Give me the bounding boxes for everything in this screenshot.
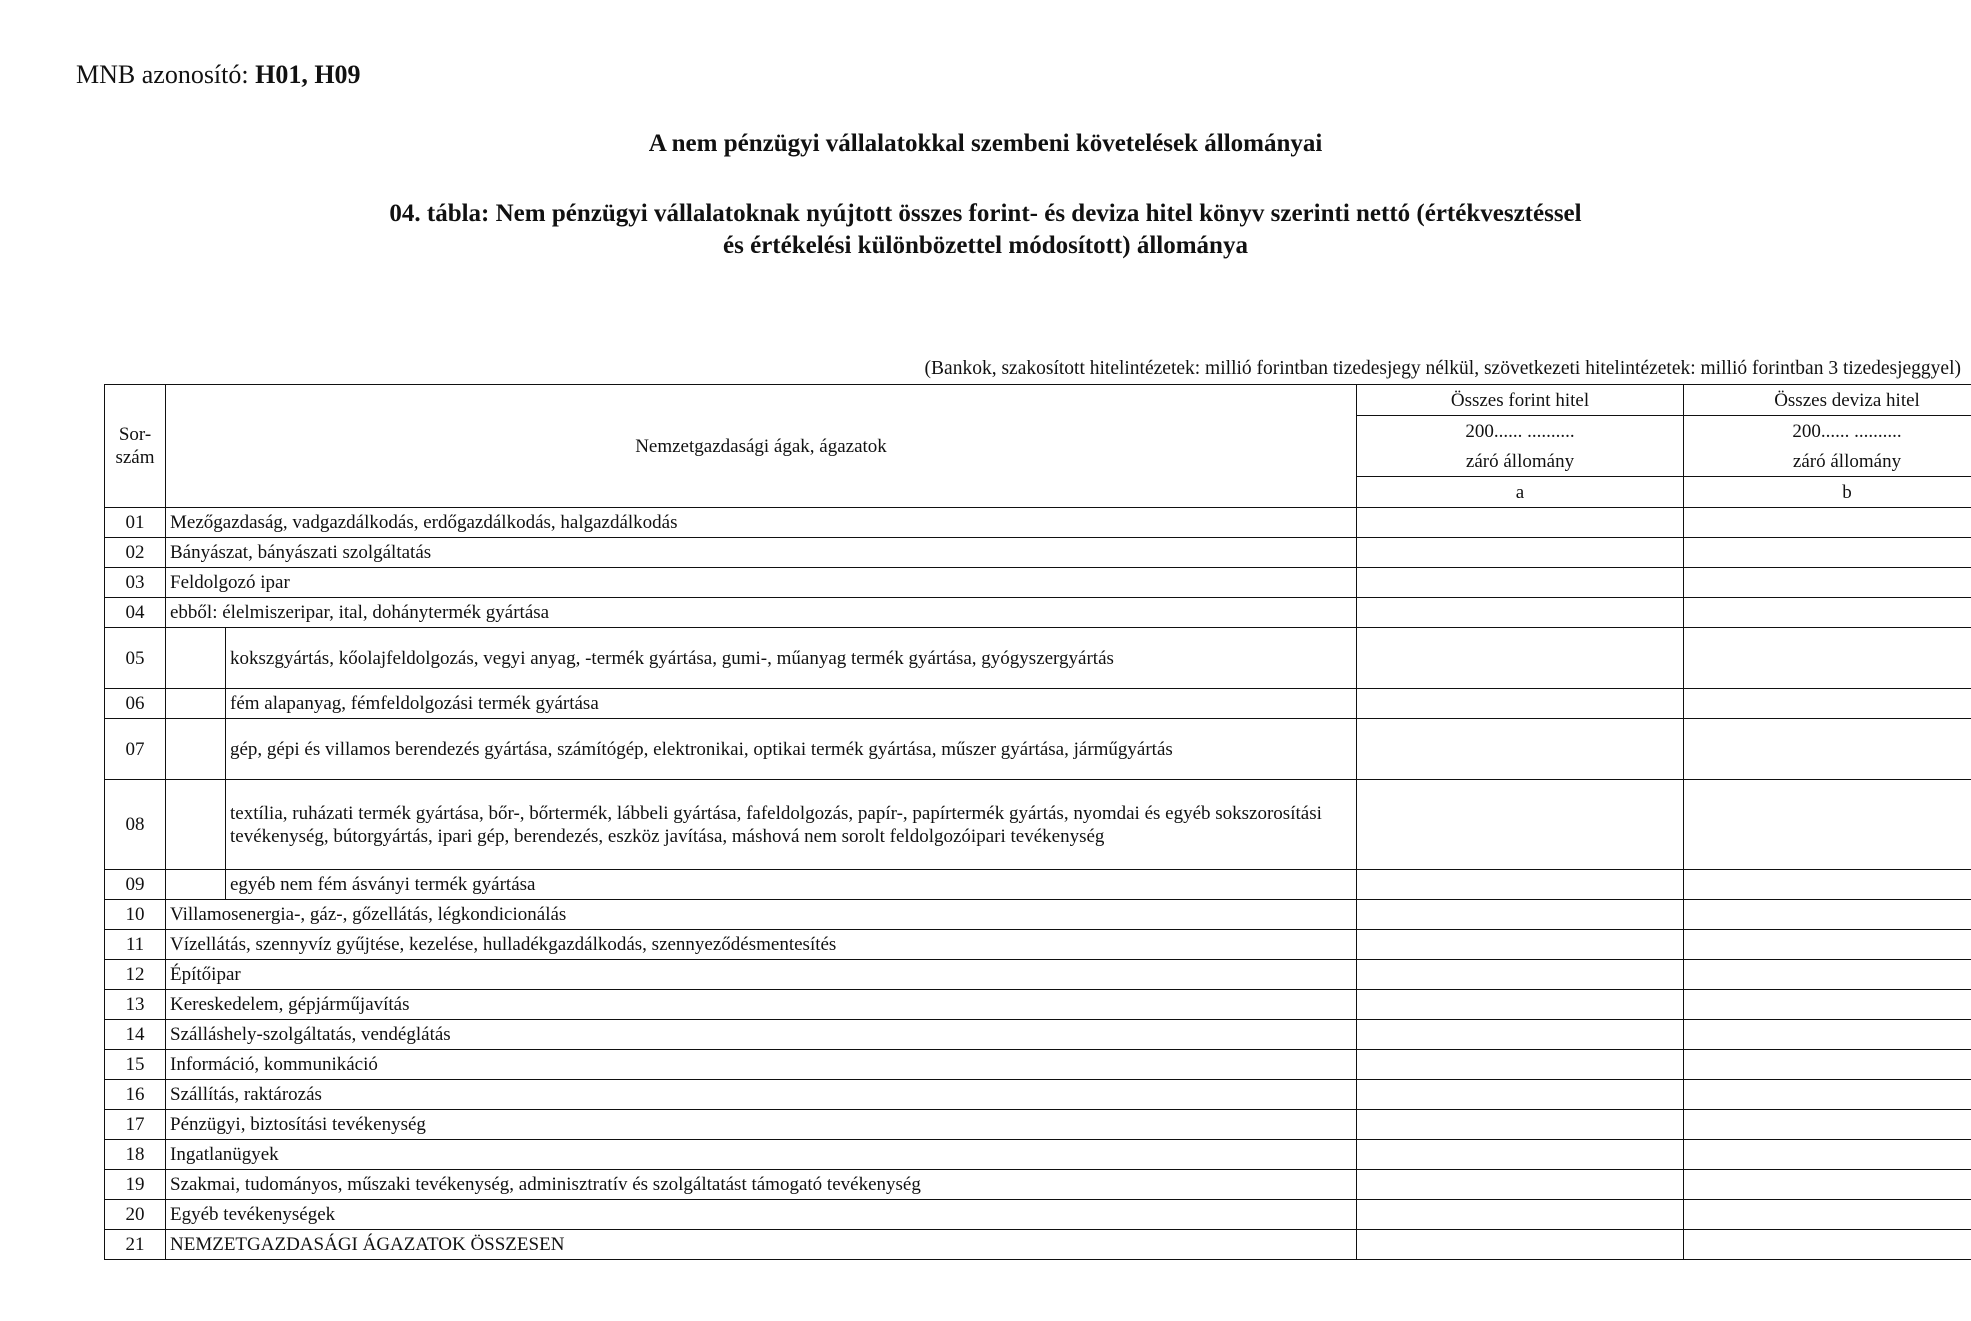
table-row: [105, 538, 1971, 568]
cell-deviza[interactable]: [1684, 628, 1971, 689]
row-number: 16: [105, 1080, 166, 1110]
row-number: 07: [105, 719, 166, 780]
table-row: [105, 598, 1971, 628]
row-number: 02: [105, 538, 166, 568]
cell-forint[interactable]: [1357, 1110, 1684, 1140]
cell-deviza[interactable]: [1684, 1080, 1971, 1110]
row-label: NEMZETGAZDASÁGI ÁGAZATOK ÖSSZESEN: [166, 1230, 1357, 1260]
cell-forint[interactable]: [1357, 628, 1684, 689]
row-number: 10: [105, 900, 166, 930]
cell-forint[interactable]: [1357, 508, 1684, 538]
row-indent-cell: [166, 870, 226, 900]
cell-deviza[interactable]: [1684, 598, 1971, 628]
row-number: 15: [105, 1050, 166, 1080]
header-col-a-letter: a: [1357, 477, 1684, 508]
row-label: textília, ruházati termék gyártása, bőr-, bőrtermék, lábbeli gyártása, fafeldolgozás, papír-, papírtermék gyártás, nyomdai és egyéb sokszorosítási tevékenység, bútorgyártás, ipari gép, berendezés, eszköz javítása, máshová nem sorolt feldolgozóipari tevékenység: [226, 780, 1357, 870]
cell-forint[interactable]: [1357, 719, 1684, 780]
table-row: [105, 1080, 1971, 1110]
cell-deviza[interactable]: [1684, 870, 1971, 900]
cell-forint[interactable]: [1357, 1170, 1684, 1200]
header-col-a-state: záró állomány: [1357, 446, 1684, 477]
cell-deviza[interactable]: [1684, 780, 1971, 870]
row-label: Pénzügyi, biztosítási tevékenység: [166, 1110, 1357, 1140]
row-label: egyéb nem fém ásványi termék gyártása: [226, 870, 1357, 900]
cell-forint[interactable]: [1357, 568, 1684, 598]
cell-deviza[interactable]: [1684, 1170, 1971, 1200]
row-number: 08: [105, 780, 166, 870]
header-col-a-date: 200...... ..........: [1357, 416, 1684, 447]
row-number: 14: [105, 1020, 166, 1050]
cell-forint[interactable]: [1357, 990, 1684, 1020]
document-title: A nem pénzügyi vállalatokkal szembeni követelések állományai: [648, 130, 1323, 157]
row-number: 03: [105, 568, 166, 598]
mnb-codes: H01, H09: [255, 60, 361, 89]
row-number: 05: [105, 628, 166, 689]
cell-forint[interactable]: [1357, 1080, 1684, 1110]
table-row: [105, 870, 1971, 900]
cell-forint[interactable]: [1357, 598, 1684, 628]
table-row: [105, 1050, 1971, 1080]
row-number: 09: [105, 870, 166, 900]
table-row-total: [105, 1230, 1971, 1260]
cell-forint[interactable]: [1357, 960, 1684, 990]
units-note: (Bankok, szakosított hitelintézetek: millió forintban tizedesjegy nélkül, szövetkezeti hitelintézetek: millió forintban 3 tizedesjeggyel): [924, 358, 1961, 379]
table-row: [105, 508, 1971, 538]
row-number: 20: [105, 1200, 166, 1230]
row-label: Feldolgozó ipar: [166, 568, 1357, 598]
header-col-b-title: Összes deviza hitel: [1684, 385, 1971, 416]
row-label: Szálláshely-szolgáltatás, vendéglátás: [166, 1020, 1357, 1050]
header-col-b-date: 200...... ..........: [1684, 416, 1971, 447]
row-label: Villamosenergia-, gáz-, gőzellátás, légkondicionálás: [166, 900, 1357, 930]
sector-loan-table: [104, 384, 1971, 1260]
row-label: Mezőgazdaság, vadgazdálkodás, erdőgazdálkodás, halgazdálkodás: [166, 508, 1357, 538]
header-row-number: [105, 385, 166, 508]
cell-deviza[interactable]: [1684, 1020, 1971, 1050]
table-row: [105, 689, 1971, 719]
row-number: 18: [105, 1140, 166, 1170]
table-row: [105, 628, 1971, 689]
row-label: Információ, kommunikáció: [166, 1050, 1357, 1080]
cell-forint[interactable]: [1357, 1140, 1684, 1170]
cell-forint[interactable]: [1357, 1230, 1684, 1260]
table-row: [105, 1020, 1971, 1050]
row-number: 01: [105, 508, 166, 538]
table-row: [105, 780, 1971, 870]
row-number: 04: [105, 598, 166, 628]
cell-deviza[interactable]: [1684, 568, 1971, 598]
cell-deviza[interactable]: [1684, 508, 1971, 538]
row-label: gép, gépi és villamos berendezés gyártása, számítógép, elektronikai, optikai termék gyártása, műszer gyártása, járműgyártás: [226, 719, 1357, 780]
row-label: Építőipar: [166, 960, 1357, 990]
cell-forint[interactable]: [1357, 930, 1684, 960]
row-label: Szállítás, raktározás: [166, 1080, 1357, 1110]
cell-deviza[interactable]: [1684, 900, 1971, 930]
mnb-label: MNB azonosító:: [76, 60, 249, 89]
row-number: 19: [105, 1170, 166, 1200]
cell-forint[interactable]: [1357, 870, 1684, 900]
row-label: Egyéb tevékenységek: [166, 1200, 1357, 1230]
row-label: Bányászat, bányászati szolgáltatás: [166, 538, 1357, 568]
cell-forint[interactable]: [1357, 1020, 1684, 1050]
header-row-number-line-1: Sor-: [118, 424, 152, 445]
cell-deviza[interactable]: [1684, 538, 1971, 568]
row-label: Ingatlanügyek: [166, 1140, 1357, 1170]
cell-deviza[interactable]: [1684, 960, 1971, 990]
row-label: Szakmai, tudományos, műszaki tevékenység, adminisztratív és szolgáltatást támogató tevékenység: [166, 1170, 1357, 1200]
row-label: fém alapanyag, fémfeldolgozási termék gyártása: [226, 689, 1357, 719]
row-indent-cell: [166, 780, 226, 870]
header-row-number-line-2: szám: [115, 447, 155, 468]
table-row: [105, 568, 1971, 598]
table-row: [105, 960, 1971, 990]
row-indent-cell: [166, 689, 226, 719]
table-row: [105, 1200, 1971, 1230]
row-label: Kereskedelem, gépjárműjavítás: [166, 990, 1357, 1020]
header-col-b-letter: b: [1684, 477, 1971, 508]
row-number: 17: [105, 1110, 166, 1140]
cell-forint[interactable]: [1357, 689, 1684, 719]
row-label: kokszgyártás, kőolajfeldolgozás, vegyi anyag, -termék gyártása, gumi-, műanyag termék gyártása, gyógyszergyártás: [226, 628, 1357, 689]
header-col-a-title: Összes forint hitel: [1357, 385, 1684, 416]
cell-forint[interactable]: [1357, 538, 1684, 568]
cell-forint[interactable]: [1357, 780, 1684, 870]
cell-forint[interactable]: [1357, 1200, 1684, 1230]
subtitle-line-2: és értékelési különbözettel módosított) állománya: [723, 232, 1248, 259]
table-row: [105, 930, 1971, 960]
header-sectors: Nemzetgazdasági ágak, ágazatok: [166, 385, 1357, 508]
row-number: 12: [105, 960, 166, 990]
row-number: 21: [105, 1230, 166, 1260]
cell-deviza[interactable]: [1684, 990, 1971, 1020]
row-indent-cell: [166, 628, 226, 689]
subtitle-line-1: 04. tábla: Nem pénzügyi vállalatoknak nyújtott összes forint- és deviza hitel könyv szerinti nettó (értékvesztéssel: [389, 200, 1582, 227]
table-row: [105, 1170, 1971, 1200]
row-label: ebből: élelmiszeripar, ital, dohánytermék gyártása: [166, 598, 1357, 628]
table-row: [105, 1110, 1971, 1140]
table-subtitle: [0, 198, 1971, 262]
cell-forint[interactable]: [1357, 900, 1684, 930]
row-indent-cell: [166, 719, 226, 780]
table-row: [105, 900, 1971, 930]
table-row: [105, 719, 1971, 780]
cell-deviza[interactable]: [1684, 1050, 1971, 1080]
row-number: 11: [105, 930, 166, 960]
mnb-identifier: [76, 60, 361, 90]
cell-deviza[interactable]: [1684, 1110, 1971, 1140]
cell-deviza[interactable]: [1684, 689, 1971, 719]
table-row: [105, 1140, 1971, 1170]
cell-forint[interactable]: [1357, 1050, 1684, 1080]
cell-deviza[interactable]: [1684, 930, 1971, 960]
row-number: 13: [105, 990, 166, 1020]
cell-deviza[interactable]: [1684, 719, 1971, 780]
cell-deviza[interactable]: [1684, 1140, 1971, 1170]
cell-deviza[interactable]: [1684, 1230, 1971, 1260]
row-label: Vízellátás, szennyvíz gyűjtése, kezelése, hulladékgazdálkodás, szennyeződésmentesítés: [166, 930, 1357, 960]
header-col-b-state: záró állomány: [1684, 446, 1971, 477]
row-number: 06: [105, 689, 166, 719]
table-row: [105, 990, 1971, 1020]
cell-deviza[interactable]: [1684, 1200, 1971, 1230]
